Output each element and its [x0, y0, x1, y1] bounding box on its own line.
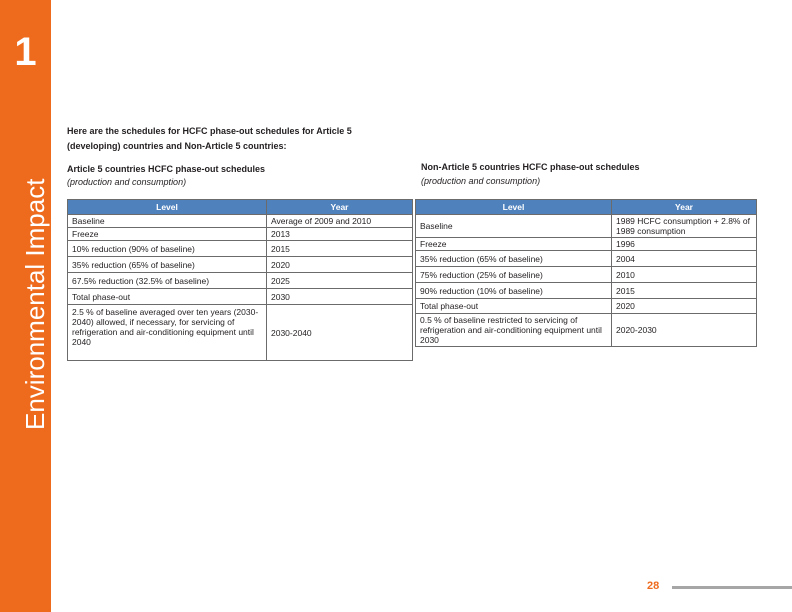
- year-cell: 2013: [267, 228, 413, 241]
- non-article5-table: [415, 199, 757, 347]
- table-row: [68, 215, 413, 228]
- column-header-level: Level: [68, 200, 267, 215]
- table-row: [68, 241, 413, 257]
- level-cell: Total phase-out: [416, 299, 612, 314]
- level-cell: Freeze: [68, 228, 267, 241]
- table-header-row: [68, 200, 413, 215]
- year-cell: 1989 HCFC consumption + 2.8% of 1989 consumption: [612, 215, 757, 238]
- chapter-title: Environmental Impact: [20, 178, 50, 430]
- chapter-number: 1: [14, 30, 37, 74]
- year-cell: 1996: [612, 238, 757, 251]
- year-cell: Average of 2009 and 2010: [267, 215, 413, 228]
- table-row: [68, 257, 413, 273]
- level-cell: 75% reduction (25% of baseline): [416, 267, 612, 283]
- table-header-row: [416, 200, 757, 215]
- year-cell: 2010: [612, 267, 757, 283]
- level-cell: 35% reduction (65% of baseline): [416, 251, 612, 267]
- level-cell: 90% reduction (10% of baseline): [416, 283, 612, 299]
- year-cell: 2015: [612, 283, 757, 299]
- table-row: [416, 314, 757, 347]
- year-cell: 2030: [267, 289, 413, 305]
- table-row: [68, 228, 413, 241]
- column-header-level: Level: [416, 200, 612, 215]
- article5-table: [67, 199, 413, 361]
- table-row: [416, 283, 757, 299]
- year-cell: 2020: [612, 299, 757, 314]
- level-cell: Freeze: [416, 238, 612, 251]
- year-cell: 2020: [267, 257, 413, 273]
- year-cell: 2004: [612, 251, 757, 267]
- level-cell: 35% reduction (65% of baseline): [68, 257, 267, 273]
- intro-paragraph: Here are the schedules for HCFC phase-out schedules for Article 5 (developing) countries and Non-Article 5 countries:: [67, 126, 352, 151]
- year-cell: 2020-2030: [612, 314, 757, 347]
- year-cell: 2030-2040: [267, 305, 413, 361]
- level-cell: 67.5% reduction (32.5% of baseline): [68, 273, 267, 289]
- table-row: [68, 289, 413, 305]
- level-cell: Baseline: [416, 215, 612, 238]
- table-row: [416, 251, 757, 267]
- year-cell: 2025: [267, 273, 413, 289]
- level-cell: Baseline: [68, 215, 267, 228]
- page-number: 28: [647, 580, 660, 592]
- table-row: [416, 267, 757, 283]
- article5-subtitle: (production and consumption): [67, 177, 187, 187]
- column-header-year: Year: [612, 200, 757, 215]
- table-row: [68, 273, 413, 289]
- table-row: [68, 305, 413, 361]
- article5-title: Article 5 countries HCFC phase-out schedules: [67, 164, 266, 174]
- year-cell: 2015: [267, 241, 413, 257]
- table-row: [416, 238, 757, 251]
- level-cell: 0.5 % of baseline restricted to servicing of refrigeration and air-conditioning equipment until 2030: [416, 314, 612, 347]
- level-cell: 2.5 % of baseline averaged over ten years (2030-2040) allowed, if necessary, for servicing of refrigeration and air-conditioning equipment until 2040: [68, 305, 267, 361]
- non-article5-subtitle: (production and consumption): [421, 176, 541, 186]
- chapter-side-band: [0, 0, 51, 612]
- footer-rule: [672, 586, 792, 589]
- non-article5-title: Non-Article 5 countries HCFC phase-out schedules: [421, 162, 640, 172]
- level-cell: 10% reduction (90% of baseline): [68, 241, 267, 257]
- level-cell: Total phase-out: [68, 289, 267, 305]
- table-row: [416, 299, 757, 314]
- column-header-year: Year: [267, 200, 413, 215]
- table-row: [416, 215, 757, 238]
